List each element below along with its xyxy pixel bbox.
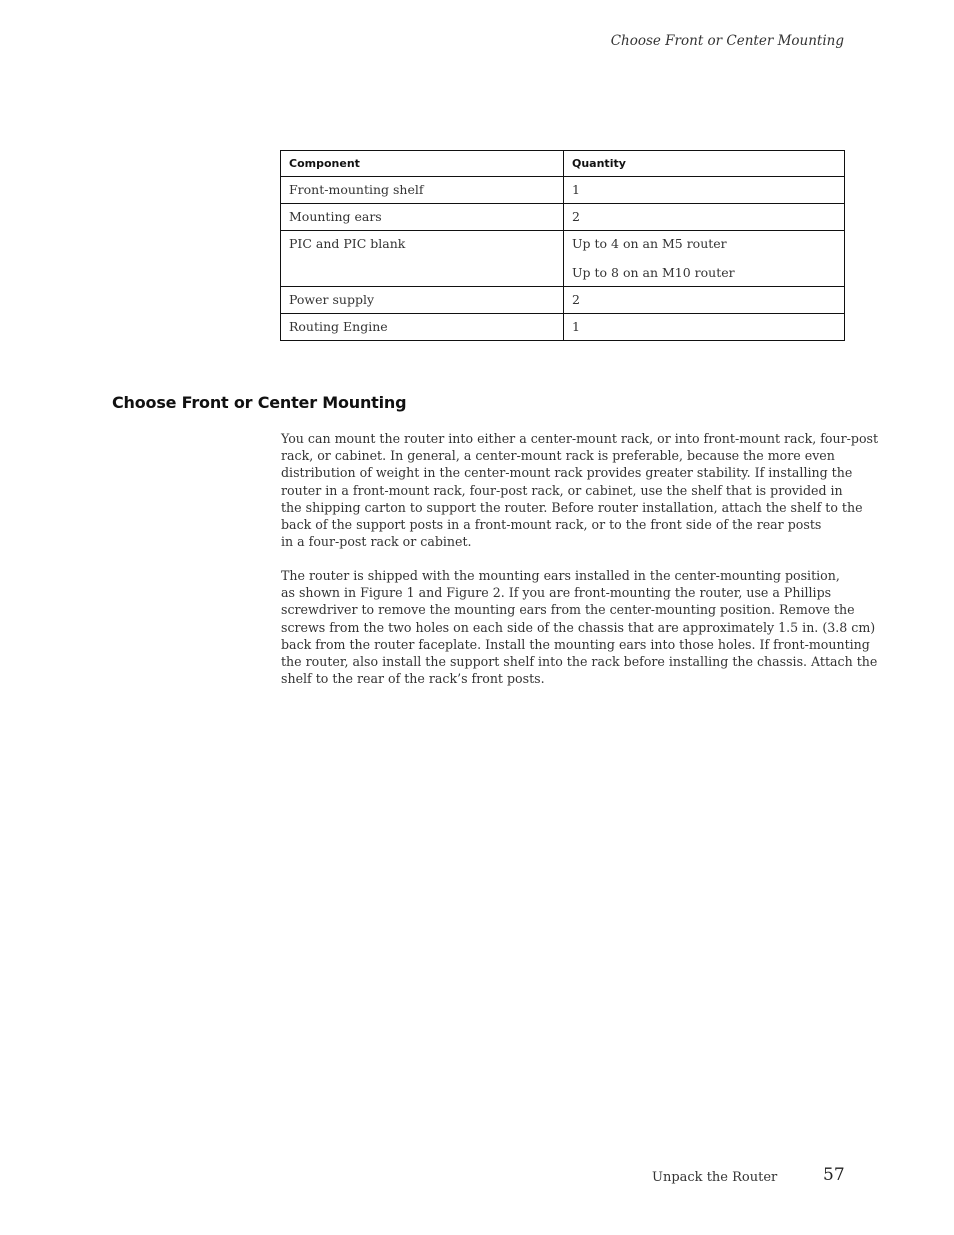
table-header-row xyxy=(281,151,845,177)
quantity-line: Up to 4 on an M5 router xyxy=(572,236,727,251)
paragraph-line: You can mount the router into either a center-mount rack, or into front-mount rack, four-post xyxy=(281,431,879,446)
column-header-component: Component xyxy=(281,151,564,177)
component-cell: Routing Engine xyxy=(281,314,564,341)
table-row xyxy=(281,314,845,341)
quantity-cell: 1 xyxy=(564,314,845,341)
paragraph-line: The router is shipped with the mounting ears installed in the center-mounting position, xyxy=(281,568,840,583)
paragraph-line: distribution of weight in the center-mount rack provides greater stability. If installing the xyxy=(281,465,853,481)
section-heading: Choose Front or Center Mounting xyxy=(112,393,407,412)
page-number: 57 xyxy=(823,1165,845,1185)
quantity-line: Up to 8 on an M10 router xyxy=(572,265,735,280)
running-header: Choose Front or Center Mounting xyxy=(610,33,844,49)
paragraph-line: screwdriver to remove the mounting ears from the center-mounting position. Remove the xyxy=(281,602,855,618)
paragraph-line: router in a front-mount rack, four-post rack, or cabinet, use the shelf that is provided in xyxy=(281,482,843,498)
paragraph-line: screws from the two holes on each side of the chassis that are approximately 1.5 in. (3.8 cm) xyxy=(281,619,876,635)
quantity-cell: 2 xyxy=(564,287,845,314)
table-row xyxy=(281,204,845,231)
column-header-quantity: Quantity xyxy=(564,151,845,177)
paragraph-line: shelf to the rear of the rack’s front posts. xyxy=(281,671,545,687)
paragraph-line: in a four-post rack or cabinet. xyxy=(281,534,472,550)
parts-table xyxy=(280,150,845,341)
quantity-cell: 1 xyxy=(564,177,845,204)
paragraph-line: the shipping carton to support the router. Before router installation, attach the shelf to the xyxy=(281,499,863,515)
paragraph-line: as shown in Figure 1 and Figure 2. If you are front-mounting the router, use a Phillips xyxy=(281,585,832,601)
paragraph-mounting-ears xyxy=(281,567,878,687)
footer-chapter-label: Unpack the Router xyxy=(652,1170,778,1185)
paragraph-line: back of the support posts in a front-mount rack, or to the front side of the rear posts xyxy=(281,517,822,533)
component-cell: Power supply xyxy=(281,287,564,314)
paragraph-line: rack, or cabinet. In general, a center-mount rack is preferable, because the more even xyxy=(281,448,835,464)
table-row xyxy=(281,231,845,287)
table-row xyxy=(281,177,845,204)
component-cell: PIC and PIC blank xyxy=(281,231,564,287)
paragraph-mounting-options xyxy=(281,430,879,550)
table-row xyxy=(281,287,845,314)
component-cell: Mounting ears xyxy=(281,204,564,231)
paragraph-line: back from the router faceplate. Install the mounting ears into those holes. If front-mounting xyxy=(281,636,870,652)
quantity-cell xyxy=(564,231,845,287)
quantity-cell: 2 xyxy=(564,204,845,231)
paragraph-line: the router, also install the support shelf into the rack before installing the chassis. Attach the xyxy=(281,654,878,670)
component-cell: Front-mounting shelf xyxy=(281,177,564,204)
